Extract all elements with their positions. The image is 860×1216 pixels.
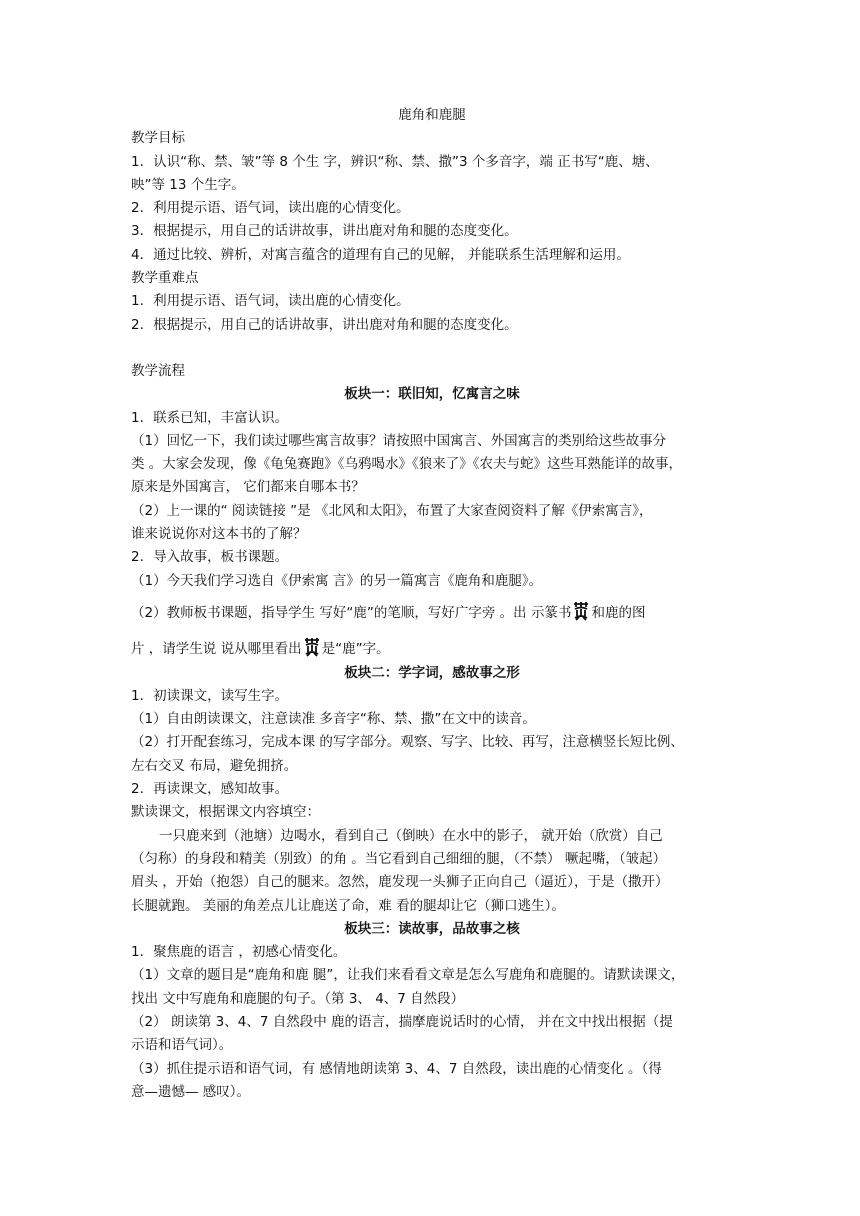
blank-line: [131, 337, 733, 360]
block3-line: （3）抓住提示语和语气词，有 感情地朗读第 3、4、7 自然段，读出鹿的心情变化 。（得: [131, 1060, 662, 1077]
block1-line: 2．导入故事，板书课题。: [131, 549, 289, 566]
block2-line: （1）自由朗读课文，注意读准 多音字“称、禁、撒”在文中的读音。: [131, 711, 536, 728]
block3-line: 意—遗憾— 感叹）。: [131, 1083, 251, 1100]
key-point-line: 2．根据提示，用自己的话讲故事，讲出鹿对角和腿的态度变化。: [131, 316, 518, 333]
block3-title: 板块三：读故事，品故事之核: [344, 920, 520, 937]
block1-seal-text-tail: 是“鹿”字。: [321, 641, 390, 658]
document-title: 鹿角和鹿腿: [398, 107, 466, 123]
document-body: [131, 104, 733, 1104]
block3-line: 1．聚焦鹿的语言 ，初感心情变化。: [131, 944, 347, 961]
goal-line: 4．通过比较、辨析，对寓言蕴含的道理有自己的见解， 并能联系生活理解和运用。: [131, 246, 630, 263]
block3-line: 找出 文中写鹿角和鹿腿的句子。（第 3、 4、7 自然段）: [131, 990, 465, 1007]
block1-seal-line: [131, 601, 733, 625]
block1-seal-text-tail: 和鹿的图: [591, 604, 646, 621]
block3-line: 示语和语气词）。: [131, 1037, 233, 1054]
block1-line: 谁来说说你对这本书的了解？: [131, 526, 307, 543]
seal-deer-character-icon: [572, 601, 590, 621]
block3-line: （1）文章的题目是“鹿角和鹿 腿”，让我们来看看文章是怎么写鹿角和鹿腿的。请默读课文，: [131, 967, 685, 984]
fill-blank-paragraph-line: 长腿就跑。 美丽的角差点儿让鹿送了命，难 看的腿却让它（狮口逃生）。: [131, 897, 565, 914]
block1-seal-line: [131, 637, 733, 661]
fill-blank-paragraph-line: （匀称）的身段和精美（别致）的角 。当它看到自己细细的腿，（不禁） 噘起嘴，（皱起）: [131, 850, 667, 867]
section-heading-key-points: 教学重难点: [131, 270, 199, 287]
block1-line: 1．联系已知，丰富认识。: [131, 409, 289, 426]
block1-line: 类 。大家会发现，像《龟兔赛跑》《乌鸦喝水》《狼来了》《农夫与蛇》这些耳熟能详的故事，: [131, 456, 683, 473]
goal-line: 1．认识“称、禁、皱”等 8 个生 字，辨识“称、禁、撒”3 个多音字，端 正书写“鹿、塘、: [131, 153, 659, 170]
block1-line: （1）回忆一下，我们读过哪些寓言故事？请按照中国寓言、外国寓言的类别给这些故事分: [131, 432, 667, 449]
goal-line: 映”等 13 个生字。: [131, 176, 245, 193]
block1-title: 板块一：联旧知，忆寓言之味: [344, 386, 520, 403]
section-heading-goals: 教学目标: [131, 130, 185, 147]
block2-line: 2．再读课文，感知故事。: [131, 781, 289, 798]
block2-line: 左右交叉 布局，避免拥挤。: [131, 757, 298, 774]
block2-line: （2）打开配套练习，完成本课 的写字部分。观察、写字、比较、再写，注意横竖长短比例、: [131, 734, 684, 751]
block1-line: （2）上一课的“ 阅读链接 ”是 《北风和太阳》，布置了大家查阅资料了解《伊索寓言》，: [131, 502, 653, 519]
block2-title: 板块二：学字词，感故事之形: [344, 664, 520, 681]
fill-blank-paragraph-line: 一只鹿来到（池塘）边喝水，看到自己（倒映）在水中的影子， 就开始（欣赏）自己: [159, 827, 663, 844]
block2-line: 默读课文，根据课文内容填空：: [131, 804, 320, 821]
block1-seal-text: （2）教师板书课题，指导学生 写好“鹿”的笔顺，写好广字旁 。出 示篆书: [131, 604, 572, 621]
block1-line: （1）今天我们学习选自《伊索寓 言》的另一篇寓言《鹿角和鹿腿》。: [131, 572, 543, 589]
block1-line: 原来是外国寓言， 它们都来自哪本书？: [131, 479, 365, 496]
seal-deer-character-icon: [303, 637, 321, 657]
goal-line: 2．利用提示语、语气词，读出鹿的心情变化。: [131, 200, 410, 217]
key-point-line: 1．利用提示语、语气词，读出鹿的心情变化。: [131, 293, 410, 310]
section-heading-flow: 教学流程: [131, 362, 185, 379]
fill-blank-paragraph-line: 眉头 ，开始（抱怨）自己的腿来。忽然，鹿发现一头狮子正向自己（逼近），于是（撒开）: [131, 874, 669, 891]
goal-line: 3．根据提示，用自己的话讲故事，讲出鹿对角和腿的态度变化。: [131, 223, 518, 240]
block3-line: （2） 朗读第 3、4、7 自然段中 鹿的语言，揣摩鹿说话时的心情， 并在文中找出根据（提: [131, 1013, 673, 1030]
block1-seal-text: 片 ，请学生说 说从哪里看出: [131, 641, 302, 658]
block2-line: 1．初读课文，读写生字。: [131, 687, 289, 704]
